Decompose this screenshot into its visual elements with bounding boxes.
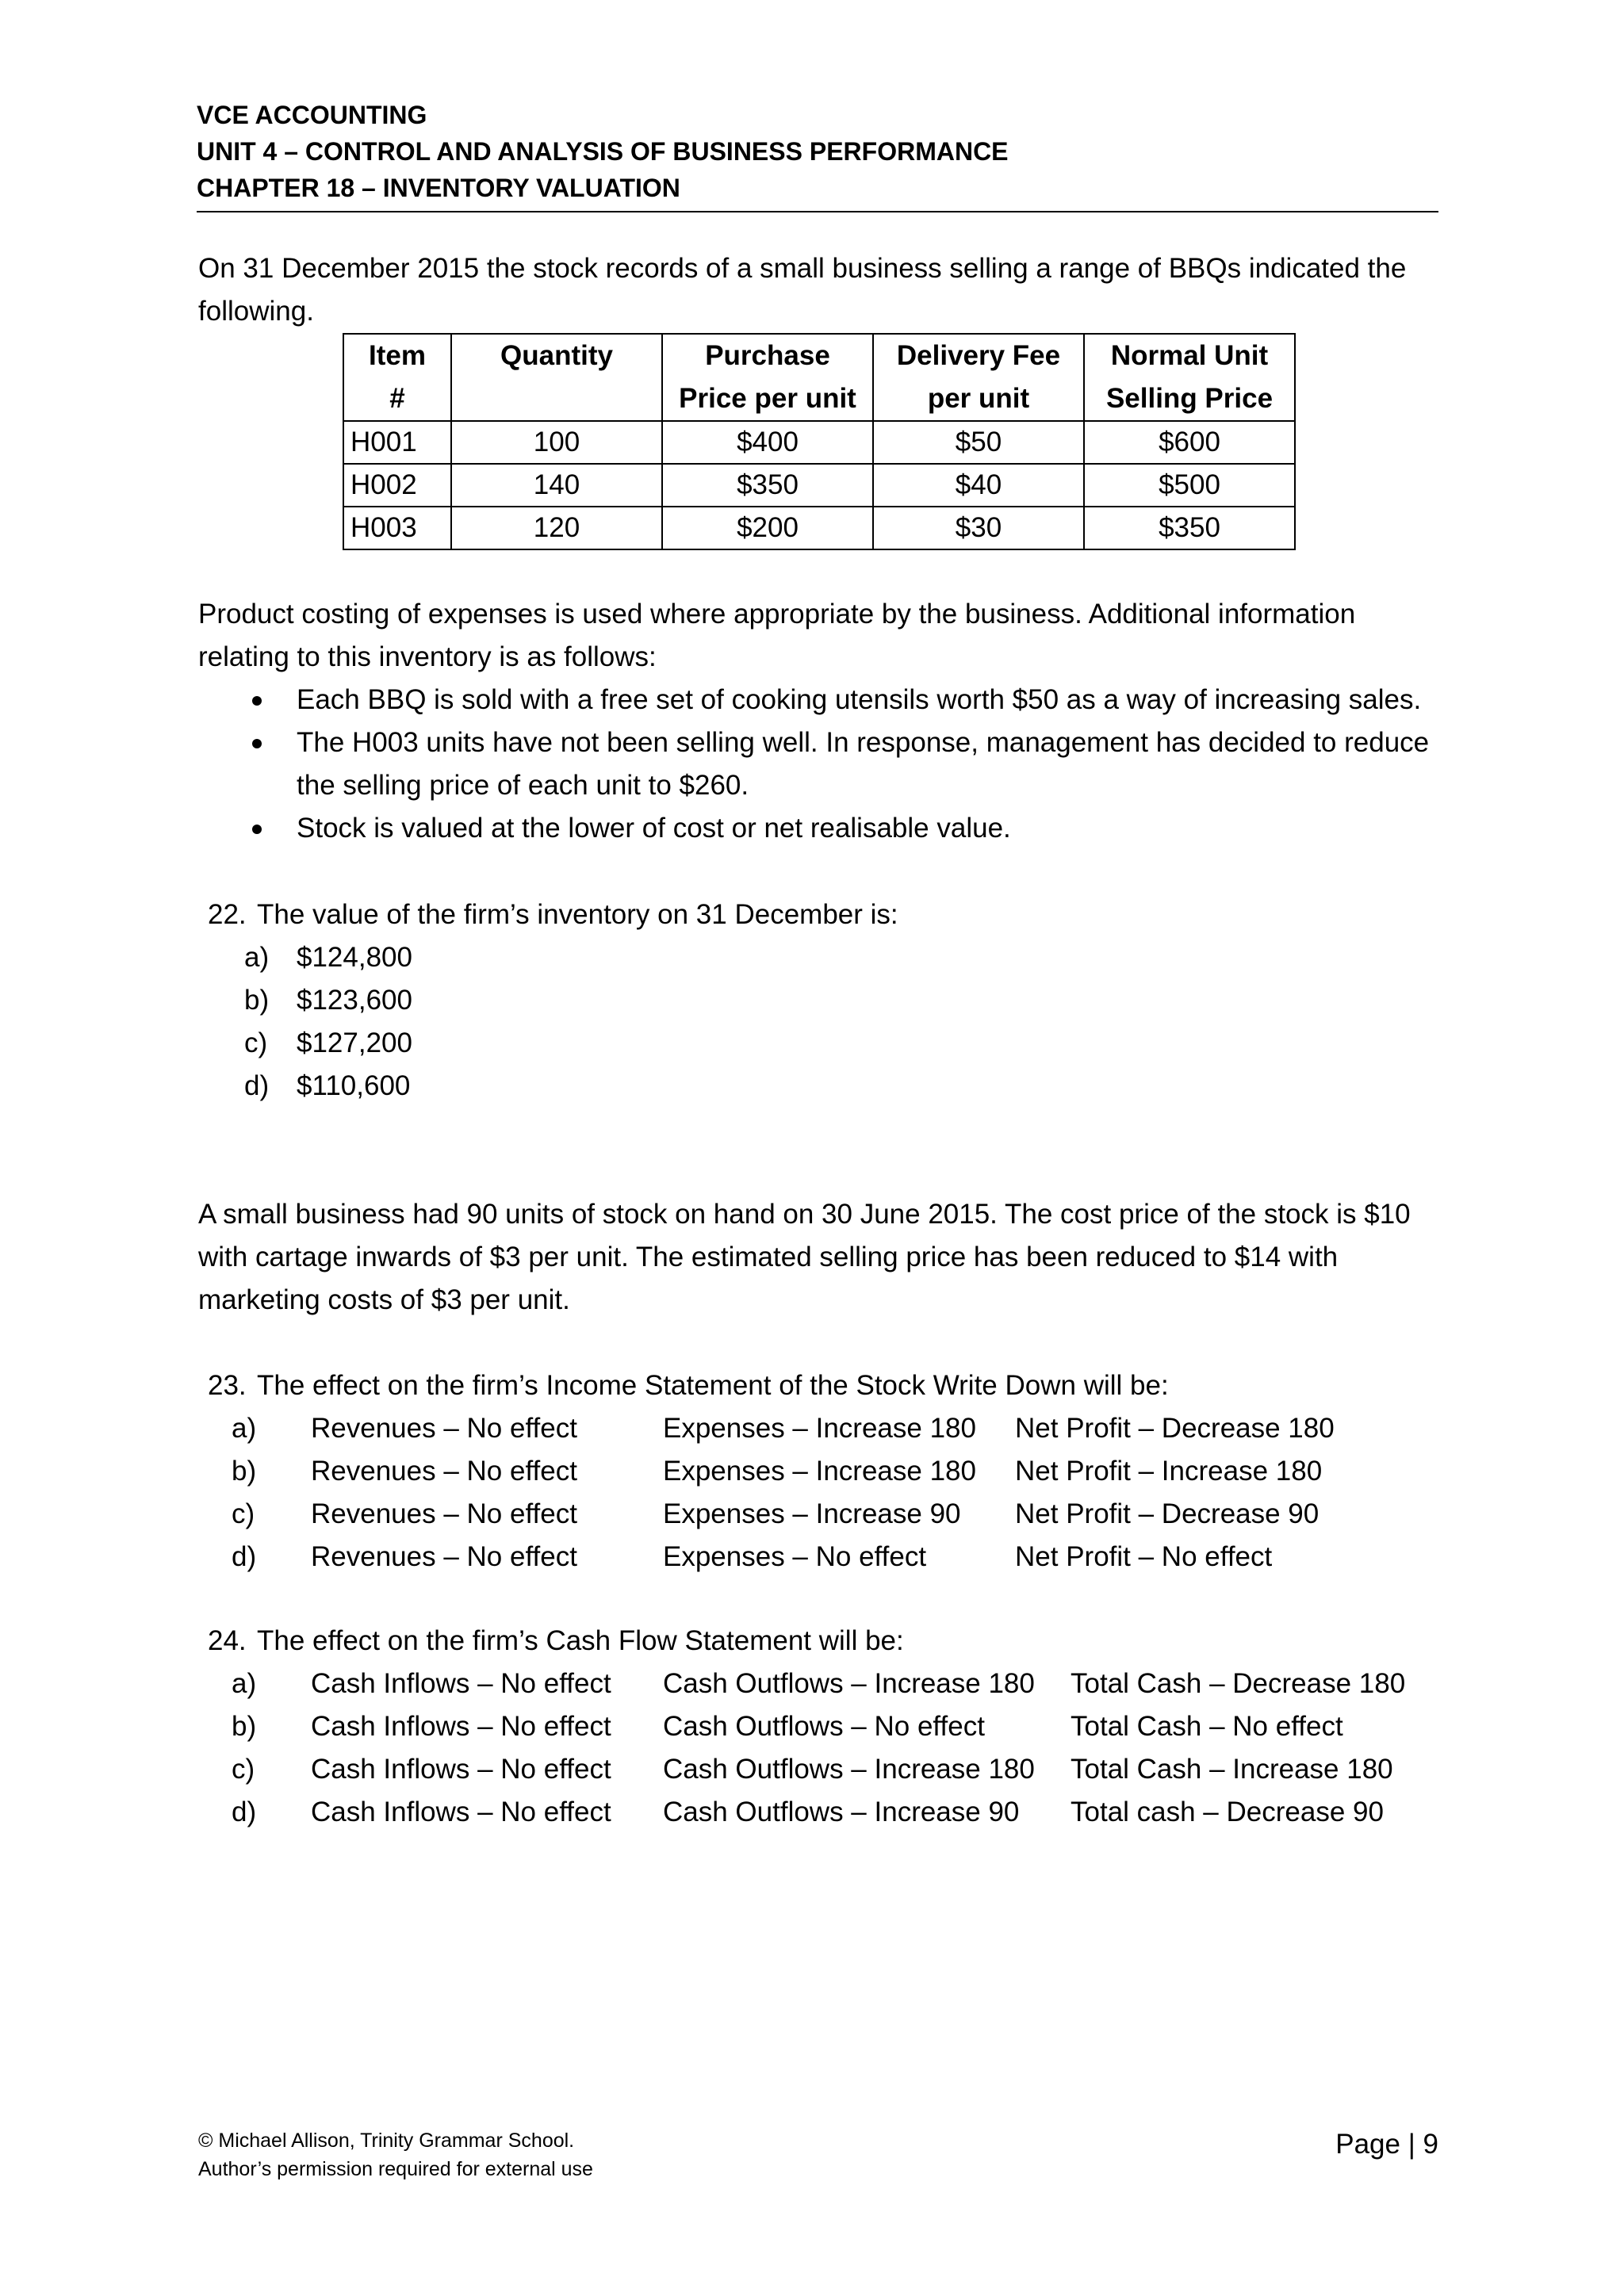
list-item: Each BBQ is sold with a free set of cooking utensils worth $50 as a way of increasing sales. [198,679,1467,721]
footer-copyright [198,2126,593,2183]
table-cell: $350 [1084,507,1295,549]
table-cell: 120 [451,507,662,549]
question-23-options [232,1407,1421,1578]
unit-title: UNIT 4 – CONTROL AND ANALYSIS OF BUSINESS PERFORMANCE [197,137,1009,166]
scenario-paragraph: A small business had 90 units of stock on hand on 30 June 2015. The cost price of the stock is $10 with cartage inwards of $3 per unit. The estimated selling price has been reduced to $14 with marketing costs of $3 per unit. [198,1199,1411,1315]
list-item: The H003 units have not been selling well. In response, management has decided to reduce the selling price of each unit to $260. [198,721,1467,807]
table-cell: $200 [662,507,873,549]
question-text: The effect on the firm’s Income Statement of the Stock Write Down will be: [257,1370,1169,1401]
bullet-icon [252,825,262,834]
table-cell: H001 [343,421,451,464]
answer-option: d) $110,600 [244,1070,411,1101]
bullet-icon [252,739,262,748]
table-cell: $40 [873,464,1084,507]
table-row [343,464,1295,507]
table-cell: $400 [662,421,873,464]
page-number: Page | 9 [1335,2129,1438,2160]
course-title: VCE ACCOUNTING [197,101,427,129]
answer-option: b) Cash Inflows – No effect Cash Outflows – No effect Total Cash – No effect [232,1711,1343,1742]
bullet-icon [252,696,262,706]
permission-text: Author’s permission required for external use [198,2158,593,2180]
table-cell: $50 [873,421,1084,464]
answer-option: c) Revenues – No effect Expenses – Increase 90 Net Profit – Decrease 90 [232,1498,1320,1529]
question-number: 24. [208,1625,247,1656]
page-header [197,97,1438,212]
question-number: 22. [208,899,247,930]
question-number: 23. [208,1370,247,1401]
table-header-delivery-fee: Delivery Fee per unit [873,334,1084,421]
question-24-options [232,1663,1437,1834]
table-cell: 100 [451,421,662,464]
answer-option: a) Revenues – No effect Expenses – Increase 180 Net Profit – Decrease 180 [232,1413,1335,1444]
table-cell: H002 [343,464,451,507]
table-header-quantity: Quantity [451,334,662,421]
answer-option: a) $124,800 [244,942,412,973]
question-22-options [244,936,412,1108]
answer-option: b) Revenues – No effect Expenses – Increase 180 Net Profit – Increase 180 [232,1456,1323,1487]
answer-option: b) $123,600 [244,985,412,1016]
list-item: Stock is valued at the lower of cost or net realisable value. [198,807,1467,850]
table-cell: $350 [662,464,873,507]
info-bullet-list [198,679,1467,850]
table-header-selling-price: Normal Unit Selling Price [1084,334,1295,421]
stock-records-table [343,333,1296,550]
question-22 [208,894,898,936]
table-header-item: Item # [343,334,451,421]
answer-option: c) $127,200 [244,1027,412,1058]
table-cell: 140 [451,464,662,507]
copyright-text: © Michael Allison, Trinity Grammar School. [198,2130,575,2152]
answer-option: d) Cash Inflows – No effect Cash Outflows – Increase 90 Total cash – Decrease 90 [232,1797,1384,1827]
intro-paragraph: On 31 December 2015 the stock records of a small business selling a range of BBQs indicated the following. [198,253,1407,327]
table-cell: $500 [1084,464,1295,507]
question-text: The value of the firm’s inventory on 31 December is: [257,899,898,930]
answer-option: a) Cash Inflows – No effect Cash Outflows – Increase 180 Total Cash – Decrease 180 [232,1668,1406,1699]
additional-info-paragraph: Product costing of expenses is used where appropriate by the business. Additional information relating to this inventory is as follows: [198,599,1356,672]
answer-option: d) Revenues – No effect Expenses – No effect Net Profit – No effect [232,1541,1273,1572]
table-cell: $600 [1084,421,1295,464]
table-header-row [343,334,1295,421]
question-23 [208,1364,1169,1407]
table-cell: $30 [873,507,1084,549]
question-24 [208,1620,904,1663]
chapter-title: CHAPTER 18 – INVENTORY VALUATION [197,174,680,202]
question-text: The effect on the firm’s Cash Flow Statement will be: [257,1625,904,1656]
table-row [343,507,1295,549]
table-row [343,421,1295,464]
table-cell: H003 [343,507,451,549]
table-header-purchase-price: Purchase Price per unit [662,334,873,421]
answer-option: c) Cash Inflows – No effect Cash Outflows – Increase 180 Total Cash – Increase 180 [232,1754,1393,1785]
